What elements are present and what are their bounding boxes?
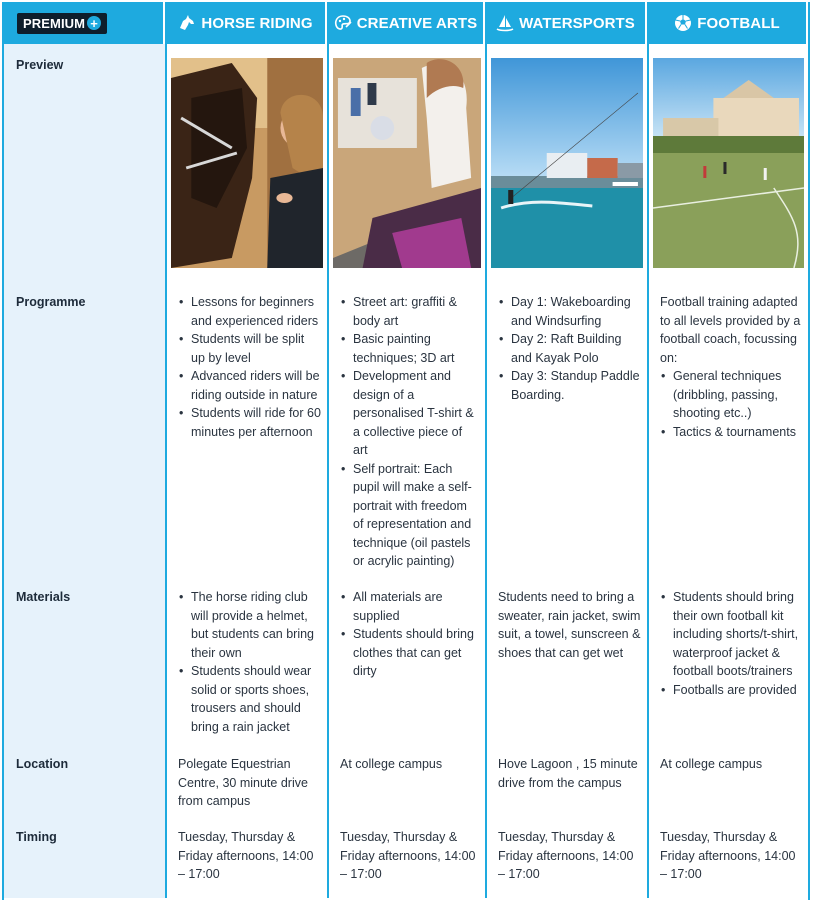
list-item: • Students will be split up by level bbox=[178, 330, 321, 367]
preview-arts-cell bbox=[327, 44, 485, 281]
list-item: • Day 1: Wakeboarding and Windsurfing bbox=[498, 293, 641, 330]
horse-riding-photo bbox=[171, 58, 323, 268]
header-watersports-title: WATERSPORTS bbox=[519, 14, 635, 32]
programme-watersports-cell bbox=[485, 281, 647, 576]
list-item: • Students should wear solid or sports shoes, trousers and should bring a rain jacket bbox=[178, 662, 321, 736]
list-item: • Basic painting techniques; 3D art bbox=[340, 330, 479, 367]
materials-horse-list bbox=[178, 588, 321, 736]
row-label-programme: Programme bbox=[4, 281, 165, 576]
list-item: • Students will ride for 60 minutes per afternoon bbox=[178, 404, 321, 441]
list-item: • Footballs are provided bbox=[660, 681, 802, 700]
programme-watersports-list bbox=[498, 293, 641, 404]
football-photo bbox=[653, 58, 804, 268]
watersports-photo bbox=[491, 58, 643, 268]
row-label-location: Location bbox=[4, 743, 165, 816]
header-horse-riding bbox=[165, 2, 327, 44]
timing-arts-cell: Tuesday, Thursday & Friday afternoons, 14:00 – 17:00 bbox=[327, 816, 485, 898]
materials-football-cell bbox=[647, 576, 808, 743]
list-item: • All materials are supplied bbox=[340, 588, 479, 625]
header-watersports bbox=[485, 2, 647, 44]
list-item: • The horse riding club will provide a helmet, but students can bring their own bbox=[178, 588, 321, 662]
list-item: • Students should bring clothes that can get dirty bbox=[340, 625, 479, 681]
materials-arts-cell bbox=[327, 576, 485, 743]
preview-watersports-cell bbox=[485, 44, 647, 281]
activities-table bbox=[2, 2, 810, 900]
materials-football-list bbox=[660, 588, 802, 699]
timing-football-cell: Tuesday, Thursday & Friday afternoons, 14:00 – 17:00 bbox=[647, 816, 808, 898]
materials-horse-cell bbox=[165, 576, 327, 743]
programme-arts-cell bbox=[327, 281, 485, 576]
location-football-cell: At college campus bbox=[647, 743, 808, 816]
horse-icon bbox=[177, 13, 197, 33]
plus-icon: + bbox=[87, 16, 101, 30]
header-horse-riding-title: HORSE RIDING bbox=[201, 14, 313, 32]
preview-football-cell bbox=[647, 44, 808, 281]
header-football bbox=[647, 2, 808, 44]
location-horse-cell: Polegate Equestrian Centre, 30 minute drive from campus bbox=[165, 743, 327, 816]
premium-badge bbox=[17, 13, 107, 34]
list-item: • Students should bring their own football kit including shorts/t-shirt, waterproof jacket & football boots/trainers bbox=[660, 588, 802, 681]
materials-arts-list bbox=[340, 588, 479, 681]
creative-arts-photo bbox=[333, 58, 481, 268]
programme-horse-list bbox=[178, 293, 321, 441]
palette-icon bbox=[333, 13, 353, 33]
list-item: • Day 2: Raft Building and Kayak Polo bbox=[498, 330, 641, 367]
row-label-preview: Preview bbox=[4, 44, 165, 281]
preview-horse-cell bbox=[165, 44, 327, 281]
programme-football-intro: Football training adapted to all levels provided by a football coach, focussing on: bbox=[660, 295, 801, 365]
list-item: • Tactics & tournaments bbox=[660, 423, 802, 442]
timing-watersports-cell: Tuesday, Thursday & Friday afternoons, 14:00 – 17:00 bbox=[485, 816, 647, 898]
list-item: • Day 3: Standup Paddle Boarding. bbox=[498, 367, 641, 404]
programme-football-list bbox=[660, 367, 802, 441]
programme-football-cell bbox=[647, 281, 808, 576]
list-item: • Advanced riders will be riding outside in nature bbox=[178, 367, 321, 404]
materials-watersports-cell: Students need to bring a sweater, rain jacket, swim suit, a towel, sunscreen & shoes that can get wet bbox=[485, 576, 647, 743]
header-premium-cell bbox=[4, 2, 165, 44]
header-creative-arts-title: CREATIVE ARTS bbox=[356, 14, 478, 32]
football-icon bbox=[673, 13, 693, 33]
list-item: • Self portrait: Each pupil will make a self-portrait with freedom of representation and technique (oil pastels or acrylic painting) bbox=[340, 460, 479, 571]
list-item: • Lessons for beginners and experienced riders bbox=[178, 293, 321, 330]
row-label-timing: Timing bbox=[4, 816, 165, 898]
list-item: • General techniques (dribbling, passing, shooting etc..) bbox=[660, 367, 802, 423]
timing-horse-cell: Tuesday, Thursday & Friday afternoons, 14:00 – 17:00 bbox=[165, 816, 327, 898]
premium-badge-label: PREMIUM bbox=[23, 15, 86, 31]
header-creative-arts bbox=[327, 2, 485, 44]
location-watersports-cell: Hove Lagoon , 15 minute drive from the campus bbox=[485, 743, 647, 816]
programme-arts-list bbox=[340, 293, 479, 571]
list-item: • Development and design of a personalised T-shirt & a collective piece of art bbox=[340, 367, 479, 460]
row-label-materials: Materials bbox=[4, 576, 165, 743]
programme-horse-cell bbox=[165, 281, 327, 576]
sailboat-icon bbox=[495, 13, 515, 33]
header-football-title: FOOTBALL bbox=[697, 14, 780, 32]
list-item: • Street art: graffiti & body art bbox=[340, 293, 479, 330]
location-arts-cell: At college campus bbox=[327, 743, 485, 816]
